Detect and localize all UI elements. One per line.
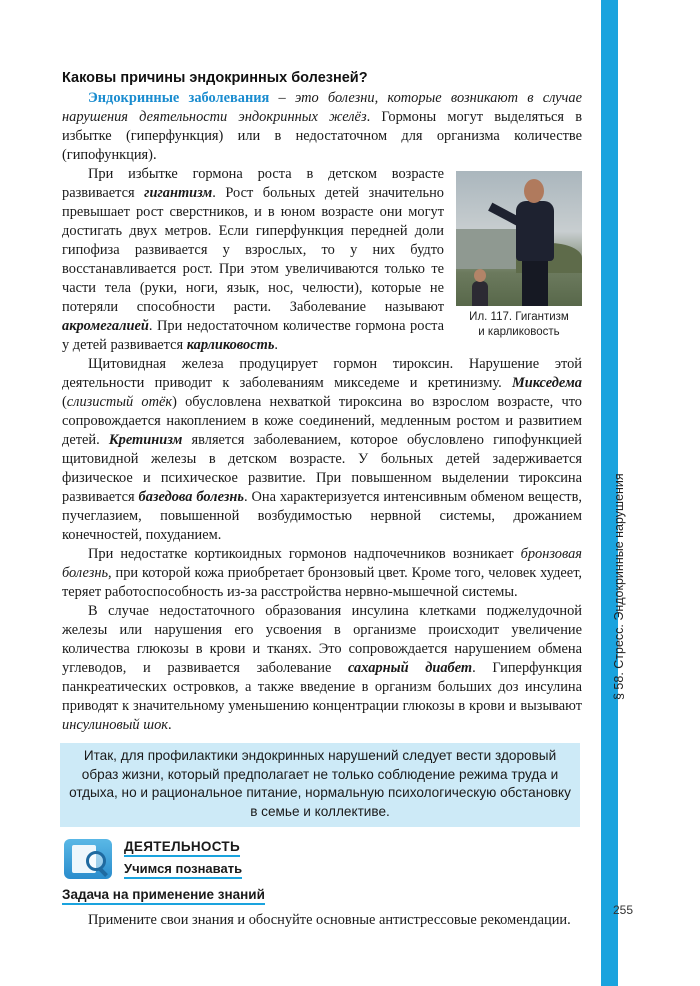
term-endocrine-diseases: Эндокринные заболевания — [88, 90, 270, 106]
figure-117 — [456, 171, 582, 340]
figure-caption — [456, 310, 582, 340]
thyroid-paragraph: Щитовидная железа продуцирует гормон тироксин. Нарушение этой деятельности приводит к заболеваниям микседеме и кретинизму. Микседема (слизистый отёк) обусловлена нехваткой тироксина во взрослом возрасте, что сопровождается накоплением в коже соединений, медленным ростом и развитием детей. Кретинизм является заболеванием, которое обусловлено гипофункцией щитовидной железы в детском возрасте. У больных детей задерживается физическое и психическое развитие. При повышенном выделении тироксина развивается базедова болезнь. Она характеризуется интенсивным обменом веществ, пучеглазием, повышенной возбудимостью нервной системы, дрожанием конечностей, похуданием. — [62, 356, 582, 543]
definition: это болезни, которые возникают в случае нарушения деятельности эндокринных желёз — [62, 90, 582, 125]
term-acromegaly: акромегалией — [62, 318, 149, 334]
term-graves: базедова болезнь — [138, 489, 244, 505]
term-dwarfism: карликовость — [186, 337, 275, 353]
dash: – — [269, 90, 295, 106]
task-title: Задача на применение знаний — [62, 887, 265, 905]
activity-header — [62, 837, 582, 883]
section-heading: Каковы причины эндокринных болезней? — [62, 70, 368, 86]
caption-line-2: и карликовость — [478, 326, 560, 338]
magnifier-document-icon — [64, 839, 112, 879]
term-cretinism: Кретинизм — [108, 432, 183, 448]
insulin-paragraph: В случае недостаточного образования инсулина клетками поджелудочной железы или нарушения его усвоения в организме происходит увеличение количества глюкозы в крови и тканях. Это сопровождается нарушением обмена углеводов, и развивается заболевание сахарный диабет. Гиперфункция панкреатических островков, а также введение в организм больших доз инсулина приводят к значительному уменьшению концентрации глюкозы в крови и вызывают инсулиновый шок. — [62, 603, 583, 733]
section-caption: § 58. Стресс. Эндокринные нарушения — [612, 473, 626, 700]
page-number: 255 — [613, 903, 634, 917]
adrenal-paragraph: При недостатке кортикоидных гормонов надпочечников возникает бронзовая болезнь, при которой кожа приобретает бронзовый цвет. Кроме того, человек худеет, теряет работоспособность из-за расстройства нервно-мышечной системы. — [62, 546, 582, 600]
page-content — [62, 70, 582, 930]
term-bronze-disease: бронзовая болезнь — [62, 546, 582, 581]
term-myxedema: Микседема — [512, 375, 582, 391]
summary-box: Итак, для профилактики эндокринных нарушений следует вести здоровый образ жизни, который предполагает не только соблюдение режима труда и отдыха, но и рациональное питание, нормальную психологическую обстановку в семье и коллективе. — [60, 743, 580, 827]
term-gigantism: гигантизм — [144, 185, 213, 201]
activity-title: ДЕЯТЕЛЬНОСТЬ — [124, 839, 240, 857]
alias-myxedema: слизистый отёк — [66, 394, 173, 410]
gigantism-photo — [456, 171, 582, 306]
intro-paragraph — [62, 89, 582, 165]
term-insulin-shock: инсулиновый шок — [62, 717, 169, 733]
term-diabetes: сахарный диабет — [347, 660, 473, 676]
growth-paragraph: При избытке гормона роста в детском возрасте развивается гигантизм. Рост больных детей значительно превышает рост сверстников, и в юном возрасте они могут достигать двух метров. Если гиперфункция передней доли гипофиза развивается у взрослых, то у них будто восстанавливается рост. При этом увеличиваются только те части тела (руки, ноги, язык, нос, челюсти), которые не потеряли способности расти. Заболевание называют акромегалией. При недостаточном количестве гормона роста у детей развивается карликовость. — [62, 166, 444, 353]
task-text: Примените свои знания и обоснуйте основные антистрессовые рекомендации. — [88, 912, 571, 928]
activity-subtitle: Учимся познавать — [124, 861, 242, 879]
intro-rest: . Гормоны могут выделяться в избытке (гиперфункция) или в недостаточном для организма количестве (гипофункция). — [62, 109, 583, 163]
caption-line-1: Ил. 117. Гигантизм — [469, 311, 569, 323]
